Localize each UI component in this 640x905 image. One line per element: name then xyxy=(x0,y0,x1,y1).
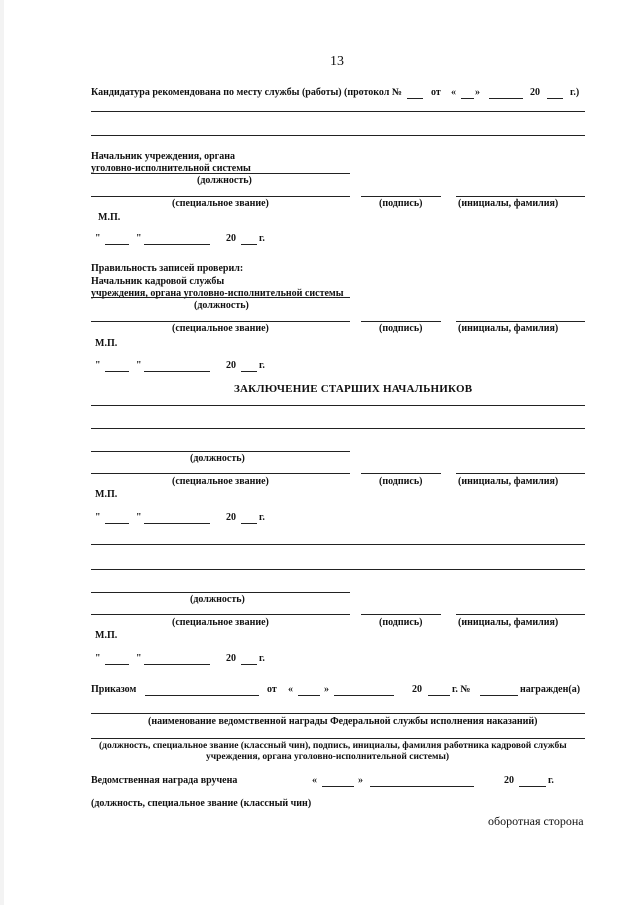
month-field[interactable] xyxy=(144,371,210,372)
quote-open: « xyxy=(312,775,317,786)
quote-open: " xyxy=(95,360,101,371)
signature-field[interactable] xyxy=(361,614,441,615)
day-field[interactable] xyxy=(105,371,129,372)
official-field[interactable] xyxy=(91,738,585,739)
initials-field[interactable] xyxy=(456,321,585,322)
checked-title-line2: Начальник кадровой службы xyxy=(91,276,225,287)
signature-caption: (подпись) xyxy=(379,198,423,209)
handed-month-field[interactable] xyxy=(370,786,474,787)
quote-open: « xyxy=(451,87,456,98)
year-field[interactable] xyxy=(241,664,257,665)
signature-caption: (подпись) xyxy=(379,617,423,628)
initials-caption: (инициалы, фамилия) xyxy=(458,323,559,334)
order-label: Приказом xyxy=(91,684,137,695)
year-prefix: 20 xyxy=(226,653,236,664)
year-prefix: 20 xyxy=(226,512,236,523)
day-field[interactable] xyxy=(105,244,129,245)
initials-caption: (инициалы, фамилия) xyxy=(458,198,559,209)
year-suffix: г. xyxy=(259,360,265,371)
initials-field[interactable] xyxy=(456,473,585,474)
text-line[interactable] xyxy=(91,428,585,429)
checked-title-line1: Правильность записей проверил: xyxy=(91,263,244,274)
head-title-line1: Начальник учреждения, органа xyxy=(91,151,235,162)
position-field[interactable] xyxy=(91,592,350,593)
order-month-field[interactable] xyxy=(334,695,394,696)
position-caption: (должность) xyxy=(190,453,245,464)
initials-caption: (инициалы, фамилия) xyxy=(458,476,559,487)
text-line[interactable] xyxy=(91,111,585,112)
text-line[interactable] xyxy=(91,135,585,136)
recommendation-text: Кандидатура рекомендована по месту службы (работы) xyxy=(91,87,342,98)
order-day-field[interactable] xyxy=(298,695,320,696)
quote-close: " xyxy=(136,512,142,523)
year-field[interactable] xyxy=(241,244,257,245)
position-caption: (должность) xyxy=(197,175,252,186)
handed-day-field[interactable] xyxy=(322,786,354,787)
order-number-field[interactable] xyxy=(480,695,518,696)
position-caption: (должность) xyxy=(190,594,245,605)
section-title: ЗАКЛЮЧЕНИЕ СТАРШИХ НАЧАЛЬНИКОВ xyxy=(234,383,473,395)
footer-reverse-side: оборотная сторона xyxy=(488,814,584,828)
month-field[interactable] xyxy=(144,664,210,665)
year-prefix: 20 xyxy=(530,87,540,98)
order-year-prefix: 20 xyxy=(412,684,422,695)
scan-edge xyxy=(0,0,4,905)
award-name-field[interactable] xyxy=(91,713,585,714)
year-suffix: г. xyxy=(259,233,265,244)
order-year-field[interactable] xyxy=(428,695,450,696)
position-field[interactable] xyxy=(91,451,350,452)
order-issuer-field[interactable] xyxy=(145,695,259,696)
signature-field[interactable] xyxy=(361,321,441,322)
rank-caption: (специальное звание) xyxy=(172,198,269,209)
page-number: 13 xyxy=(330,54,344,69)
year-prefix: 20 xyxy=(226,233,236,244)
handed-year-field[interactable] xyxy=(519,786,546,787)
quote-close: » xyxy=(324,684,329,695)
stamp-label: М.П. xyxy=(95,489,118,500)
text-line[interactable] xyxy=(91,544,585,545)
rank-field[interactable] xyxy=(91,614,350,615)
official-caption-line2: учреждения, органа уголовно-исполнительной системы) xyxy=(206,752,450,762)
year-prefix: 20 xyxy=(226,360,236,371)
rank-field[interactable] xyxy=(91,473,350,474)
text-line[interactable] xyxy=(91,405,585,406)
rank-field[interactable] xyxy=(91,321,350,322)
award-name-caption: (наименование ведомственной награды Федеральной службы исполнения наказаний) xyxy=(148,716,538,727)
handed-caption: (должность, специальное звание (классный чин) xyxy=(91,798,312,809)
text-line[interactable] xyxy=(91,569,585,570)
official-caption-line1: (должность, специальное звание (классный чин), подпись, инициалы, фамилия работника кадровой службы xyxy=(99,741,567,751)
day-field[interactable] xyxy=(105,523,129,524)
signature-caption: (подпись) xyxy=(379,476,423,487)
signature-caption: (подпись) xyxy=(379,323,423,334)
protocol-month-field[interactable] xyxy=(489,98,523,99)
protocol-year-field[interactable] xyxy=(547,98,563,99)
protocol-number-field[interactable] xyxy=(407,98,423,99)
head-title-line2: уголовно-исполнительной системы xyxy=(91,163,251,174)
protocol-from-label: от xyxy=(431,87,441,98)
rank-field[interactable] xyxy=(91,196,350,197)
stamp-label: М.П. xyxy=(98,212,121,223)
signature-field[interactable] xyxy=(361,196,441,197)
checked-title-line3: учреждения, органа уголовно-исполнительной системы xyxy=(91,288,344,299)
award-handed-label: Ведомственная награда вручена xyxy=(91,775,238,786)
rank-caption: (специальное звание) xyxy=(172,617,269,628)
position-caption: (должность) xyxy=(194,300,249,311)
year-field[interactable] xyxy=(241,371,257,372)
quote-close: » xyxy=(475,87,480,98)
quote-close: » xyxy=(358,775,363,786)
month-field[interactable] xyxy=(144,244,210,245)
month-field[interactable] xyxy=(144,523,210,524)
rank-caption: (специальное звание) xyxy=(172,476,269,487)
initials-field[interactable] xyxy=(456,614,585,615)
quote-close: " xyxy=(136,653,142,664)
quote-close: " xyxy=(136,360,142,371)
order-from-label: от xyxy=(267,684,277,695)
protocol-label: (протокол № xyxy=(344,87,402,98)
year-suffix: г. xyxy=(259,512,265,523)
initials-caption: (инициалы, фамилия) xyxy=(458,617,559,628)
rank-caption: (специальное звание) xyxy=(172,323,269,334)
protocol-day-field[interactable] xyxy=(461,98,474,99)
position-field[interactable] xyxy=(91,173,350,174)
quote-open: " xyxy=(95,653,101,664)
day-field[interactable] xyxy=(105,664,129,665)
year-suffix: г.) xyxy=(570,87,580,98)
year-suffix: г. xyxy=(259,653,265,664)
handed-year-prefix: 20 xyxy=(504,775,514,786)
year-field[interactable] xyxy=(241,523,257,524)
handed-year-suffix: г. xyxy=(548,775,554,786)
order-number-label: г. № xyxy=(452,684,471,695)
awarded-label: награжден(а) xyxy=(520,684,581,695)
signature-field[interactable] xyxy=(361,473,441,474)
quote-open: " xyxy=(95,233,101,244)
quote-close: " xyxy=(136,233,142,244)
stamp-label: М.П. xyxy=(95,630,118,641)
quote-open: " xyxy=(95,512,101,523)
initials-field[interactable] xyxy=(456,196,585,197)
stamp-label: М.П. xyxy=(95,338,118,349)
quote-open: « xyxy=(288,684,293,695)
position-field[interactable] xyxy=(91,297,350,298)
